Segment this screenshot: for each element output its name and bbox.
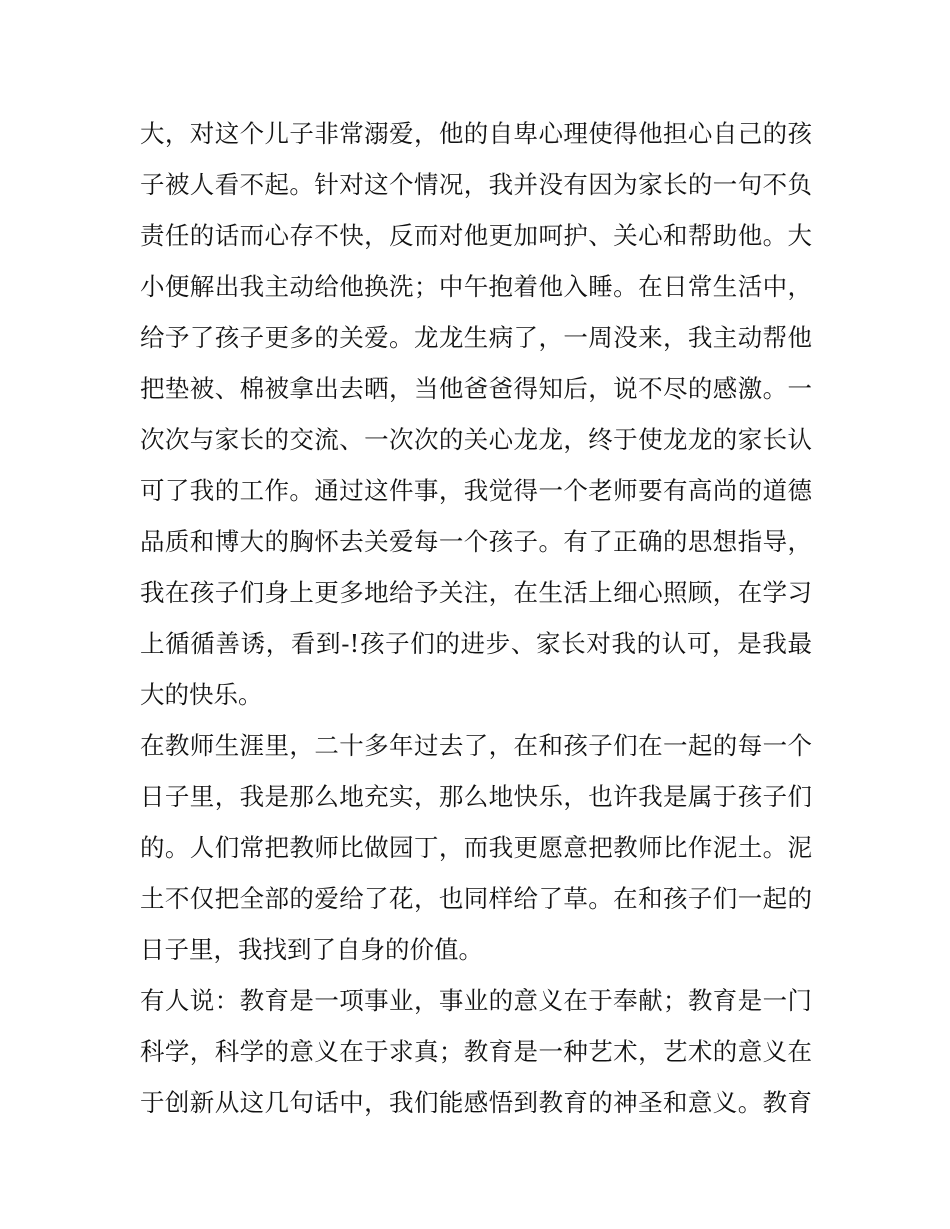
- text-line: 在教师生涯里，二十多年过去了，在和孩子们在一起的每一个: [140, 731, 812, 760]
- text-line: 于创新从这几句话中，我们能感悟到教育的神圣和意义。教育: [140, 1088, 812, 1117]
- text-line: 上循循善诱，看到-!孩子们的进步、家长对我的认可，是我最: [140, 629, 812, 658]
- text-line: 把垫被、棉被拿出去晒，当他爸爸得知后，说不尽的感激。一: [140, 374, 812, 403]
- text-line: 子被人看不起。针对这个情况，我并没有因为家长的一句不负: [140, 170, 812, 199]
- text-line: 品质和博大的胸怀去关爱每一个孩子。有了正确的思想指导，: [140, 527, 812, 556]
- text-line: 次次与家长的交流、一次次的关心龙龙，终于使龙龙的家长认: [140, 425, 812, 454]
- text-line: 日子里，我是那么地充实，那么地快乐，也许我是属于孩子们: [140, 782, 812, 811]
- text-line: 可了我的工作。通过这件事，我觉得一个老师要有高尚的道德: [140, 476, 812, 505]
- text-line: 土不仅把全部的爱给了花，也同样给了草。在和孩子们一起的: [140, 884, 812, 913]
- text-line: 小便解出我主动给他换洗；中午抱着他入睡。在日常生活中，: [140, 272, 812, 301]
- paragraph-1: [140, 108, 812, 720]
- text-line: 日子里，我找到了自身的价值。: [140, 935, 483, 964]
- text-line: 的。人们常把教师比做园丁，而我更愿意把教师比作泥土。泥: [140, 833, 812, 862]
- paragraph-2: [140, 720, 812, 975]
- paragraph-3: [140, 975, 812, 1128]
- text-line: 给予了孩子更多的关爱。龙龙生病了，一周没来，我主动帮他: [140, 323, 812, 352]
- text-line: 大，对这个儿子非常溺爱，他的自卑心理使得他担心自己的孩: [140, 119, 812, 148]
- text-line: 科学，科学的意义在于求真；教育是一种艺术，艺术的意义在: [140, 1037, 812, 1066]
- text-line: 有人说：教育是一项事业，事业的意义在于奉献；教育是一门: [140, 986, 812, 1015]
- text-line: 我在孩子们身上更多地给予关注，在生活上细心照顾，在学习: [140, 578, 812, 607]
- text-line: 大的快乐。: [140, 680, 263, 709]
- text-line: 责任的话而心存不快，反而对他更加呵护、关心和帮助他。大: [140, 221, 812, 250]
- document-body: [140, 108, 812, 1128]
